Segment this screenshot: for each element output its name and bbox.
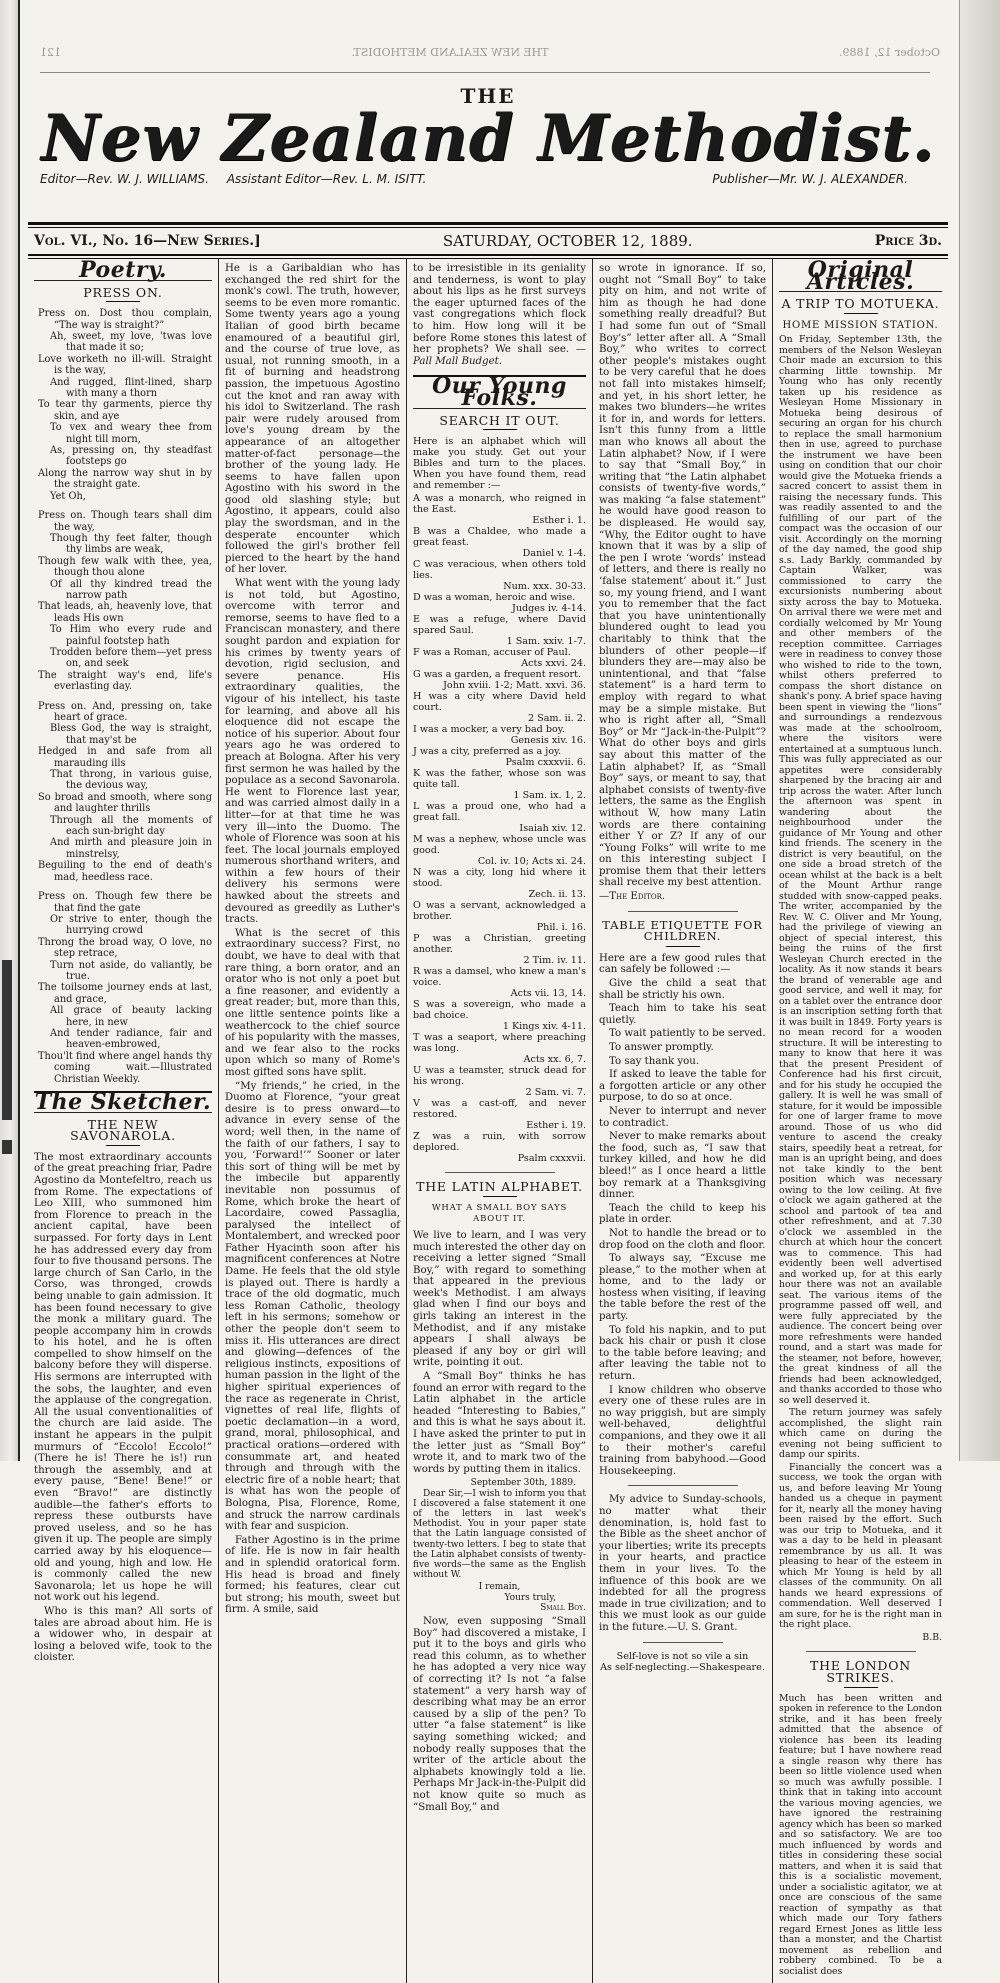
masthead bbox=[28, 84, 948, 216]
newspaper-title: New Zealand Methodist. bbox=[40, 101, 936, 176]
newspaper-page bbox=[28, 78, 948, 1983]
alphabet-clue: N was a city, long hid where it stood. bbox=[413, 867, 586, 890]
poem-line: And tender radiance, fair and heaven-embrowed, bbox=[50, 1027, 212, 1051]
stanza-gap bbox=[34, 883, 212, 891]
etiquette-rule: To always say, “Excuse me please,” to the mother when at home, and to the lady or hostess when visiting, if leaving the table before the rest of the party. bbox=[599, 1253, 766, 1323]
scripture-reference: Psalm cxxxvii. bbox=[517, 1153, 586, 1165]
article-paragraph: He is a Garibaldian who has exchanged the red shirt for the monk's cowl. The truth, however, seems to be even more romantic. Some twenty years ago a young Italian of good birth became enamoured of a beautiful girl, and the course of true love, as usual, not running smooth, in a fit of burning and headstrong passion, the impetuous Agostino cut the knot and ran away with his idol to Switzerland. The rash pair were rudely aroused from love's young dream by the appearance of an altogether matter-of-fact personage—the brother of the young lady. He seems to have fallen upon Agostino with his sword in the good old slashing style; but Agostino, it appears, could also play the swordsman, and in the desperate encounter which followed the girl's brother fell pierced to the heart by the hand of her lover. bbox=[225, 263, 400, 576]
alphabet-clue: E was a refuge, where David spared Saul. bbox=[413, 614, 586, 637]
reader-letter bbox=[413, 1478, 586, 1613]
divider bbox=[643, 1642, 723, 1643]
column-4 bbox=[592, 259, 772, 1983]
alphabet-clue: D was a woman, heroic and wise. bbox=[413, 592, 576, 604]
alphabet-entry bbox=[413, 867, 586, 900]
etiquette-rule: To wait patiently to be served. bbox=[609, 1028, 766, 1040]
scripture-reference: Col. iv. 10; Acts xi. 24. bbox=[477, 856, 586, 868]
page-binding-edge bbox=[959, 0, 1000, 1461]
stanza-gap bbox=[34, 693, 212, 701]
letter-date: September 30th, 1889. bbox=[470, 1478, 576, 1489]
issue-date: SATURDAY, OCTOBER 12, 1889. bbox=[442, 232, 693, 250]
alphabet-clue: U was a teamster, struck dead for his wrong. bbox=[413, 1065, 586, 1088]
alphabet-entry bbox=[413, 1065, 586, 1098]
poem-line: Throng the broad way, O love, no step retrace, bbox=[38, 936, 212, 960]
masthead-the: THE bbox=[460, 84, 516, 108]
poem-line: The straight way's end, life's everlasting day. bbox=[38, 669, 212, 693]
columns bbox=[28, 259, 948, 1983]
shakespeare-quote-line-2: As self-neglecting.—Shakespeare. bbox=[600, 1662, 765, 1674]
article-title-search: SEARCH IT OUT. bbox=[439, 412, 560, 428]
scripture-reference: 2 Tim. iv. 11. bbox=[523, 955, 586, 967]
poem-line: Ah, sweet, my love, 'twas love that made it so; bbox=[50, 331, 212, 354]
etiquette-rule: Never to make remarks about the food, such as, “I saw that turkey killed, and how he did bleed!” as I once heard a little boy remark at a Thanksgiving dinner. bbox=[599, 1131, 766, 1201]
section-head-sketcher: The Sketcher. bbox=[34, 1089, 212, 1115]
article-paragraph: “My friends,” he cried, in the Duomo at Florence, “your great desire is to press onward—to advance in every sense of the word; well then, in the name of the faith of our fathers, I say to you, ‘Forward!’” Sooner or later this sort of thing will be met by the imbecile but apparently inevitable non possumus of Rome, which broke the heart of Lacordaire, cowed Passaglia, paralysed the intellect of Montalembert, and wrecked poor Father Hyacinth soon after his magnificent conferences at Notre Dame. He feels that the old style is played out. There is hardly a trace of the old dogmatic, much less Roman Catholic, theology left in his sermons; somehow or other the people don't seem to miss it. His utterances are direct and glowing—defences of the religious instincts, expositions of human passion in the light of the higher spiritual experiences of the race as regenerate in Christ, vignettes of real life, flights of poetic declamation—in a word, grand, moral, philosophical, and practical orations—ordered with consummate art, and heated through and through with the electric fire of a noble heart; that is what has won the people of Bologna, Pisa, Florence, Rome, and struck the narrow cardinals with fear and suspicion. bbox=[225, 1080, 400, 1533]
alphabet-clue: L was a proud one, who had a great fall. bbox=[413, 801, 586, 824]
alphabet-entry bbox=[413, 966, 586, 999]
shakespeare-quote-line-1: Self-love is not so vile a sin bbox=[616, 1650, 749, 1662]
editor-credit: Editor—Rev. W. J. WILLIAMS. bbox=[40, 172, 209, 186]
scripture-reference: Acts vii. 13, 14. bbox=[510, 988, 586, 1000]
alphabet-entry bbox=[413, 592, 586, 614]
article-paragraph: On Friday, September 13th, the members of the Nelson Wesleyan Choir made an excursion to this charming little township. Mr Young who has only recently taken up his residence as Wesleyan Home Missionary in Motueka being desirous of securing an organ for his church to replace the small harmonium then in use, agreed to purchase the instrument we have been using on condition that our choir would give the Motueka friends a sacred concert to assist them in raising the necessary funds. This was readily assented to and the fulfilling of our part of the compact was the occasion of our visit. Accordingly on the morning of the day named, the good ship s.s. Lady Barkly, commanded by Captain Walker, was commissioned to carry the excursionists numbering about sixty across the bay to Motueka. On arrival there we were met and cordially welcomed by Mr Young and other members of the reception committee. Carriages were in readiness to convey those who wished to ride to the town, whilst others preferred to compass the short distance on shank's pony. A brief space having been spent in viewing the “lions” and surroundings a rendezvous was made at the schoolroom, where the visitors were entertained at a sumptuous lunch. This was fully appreciated as our appetites were considerably sharpened by the bracing air and trip across the water. After lunch the afternoon was spent in wandering about the neighbourhood under the guidance of Mr Young and other kind friends. The scenery in the district is very beautiful, on the one side a broad stretch of the ocean whilst at the back is a belt of the Mount Arthur range studded with snow-capped peaks. The writer, accompanied by the Rev. W. C. Oliver and Mr Young, had the privilege of viewing an object of special interest, this being the ruins of the first Wesleyan Church erected in the locality. As it now stands it bears the brand of venerable age and good service, and well it may, for on a tablet over the entrance door is an inscription setting forth that it was built in 1849. Forty years is no mean record for a wooden structure. It will be interesting to many to know that here it was that the present President of Conference had his first circuit, and for his study he occupied the gallery. It is well he was small of stature, for it would be impossible for one of larger frame to move around. Those of us who did venture to ascend the creaky stairs, speedily beat a retreat, for man is an upright being, and does not take kindly to the bent position which was necessary owing to the low ceiling. At five o'clock we again gathered at the school and partook of tea and other refreshment, and at 7.30 o'clock we assembled in the church at which hour the concert was to commence. This had evidently been well advertised and worked up, for at this early hour there was not an available seat. The various items of the programme passed off well, and were fully appreciated by the audience. The concert being over more refreshments were handed round, and a start was made for the steamer, not before, however, the great kindness of all the friends had been acknowledged, and thanks accorded to those who so well deserved it. bbox=[779, 334, 942, 1406]
alphabet-entry bbox=[413, 724, 586, 746]
poem-line: Bless God, the way is straight, that may'st be bbox=[50, 723, 212, 746]
letter-closing: I remain, bbox=[478, 1582, 521, 1593]
article-paragraph: What went with the young lady is not told, but Agostino, overcome with terror and remorse, seems to have fled to a Franciscan monastery, and there sought pardon and expiation for his crimes by twenty years of devotion, rigid seclusion, and severe penance. His extraordinary qualities, the vigour of his intellect, his taste for learning, and above all his eloquence did not escape the notice of his superior. About four years ago he was ordered to preach at Bologna. After his very first sermon he was hailed by the populace as a second Savonarola. He went to Florence last year, and was carried almost daily in a litter—for at that time he was very ill—into the Duomo. The whole of Florence was soon at his feet. The local journals employed numerous shorthand writers, and within a few hours of their delivery his sermons were hawked about the streets and devoured as greedily as Luther's tracts. bbox=[225, 578, 400, 926]
poem-line: Though thy feet falter, though thy limbs are weak, bbox=[50, 532, 212, 556]
alphabet-clue: Z was a ruin, with sorrow deplored. bbox=[413, 1131, 586, 1154]
alphabet-entry bbox=[413, 1032, 586, 1065]
column-1 bbox=[28, 259, 218, 1983]
article-paragraph: The most extraordinary accounts of the great preaching friar, Padre Agostino da Montefeltro, reach us from Rome. The expectations of Leo XIII, who summoned him from Florence to preach in the ancient capital, have been surpassed. For forty days in Lent he has addressed every day from four to five thousand persons. The large church of San Carlo, in the Corso, was thronged, crowds being unable to gain admission. It has been found necessary to give the monk a military guard. The people accompany him in crowds to his hotel, and he is often compelled to show himself on the balcony before they will disperse. His sermons are interrupted with the sobs, the laughter, and even the applause of the congregation. All the usual conventionalities of the church are laid aside. The instant he appears in the pulpit murmurs of “Eccolo! Eccolo!” (There he is! There he is!) run through the assembly, and at every pause, “Bene! Bene!” or even “Bravo!” are distinctly audible—the father's efforts to repress these outbursts have proved useless, and so he has given it up. The people are simply carried away by his eloquence—old and young, high and low. He is commonly called the new Savonarola; let us hope he will not work out his legend. bbox=[34, 1151, 212, 1604]
article-paragraph: so wrote in ignorance. If so, ought not “Small Boy” to take pity on him, and not write of him as though he had done something really dreadful? But I had some fun out of “Small Boy's” letter after all. A “Small Boy,” who writes to correct other people's mistakes ought to be very careful that he does not fall into mistakes himself; and yet, in his short letter, he makes two blunders—he writes it for in, and words for letters. Isn't this funny from a little man who knows all about the Latin alphabet? Now, if I were to say that “Small Boy,” in writing that “the Latin alphabet consists of twenty-five words,” was making “a false statement” he would have good reason to be displeased. He would say, “Why, the Editor ought to have known that it was by a slip of the pen I wrote ‘words’ instead of letters, and there is really no ‘false statement’ about it.” Just so, my young friend, and I want you to remember that the fact that you have unintentionally blundered ought to lead you charitably to think that the blunders of other people—if blunders they are—may also be unintentional, and that “false statement” is a hard term to employ with regard to what may be a simple mistake. But who is right after all, “Small Boy” or Mr “Jack-in-the-Pulpit”? What do other boys and girls say about this matter of the Latin alphabet? If, as “Small Boy” says, or meant to say, that alphabet consists of twenty-five letters, the same as the English without W, how many Latin words are there containing either Y or Z? If any of our “Young Folks” will write to me on this interesting subject I promise them that their letters shall receive my best attention. bbox=[599, 263, 766, 889]
poem-line: To vex and weary thee from night till morn, bbox=[50, 422, 212, 445]
column-5 bbox=[772, 259, 948, 1983]
poem-line: To tear thy garments, pierce thy skin, and aye bbox=[38, 399, 212, 422]
scripture-reference: Esther i. 1. bbox=[532, 515, 586, 527]
scripture-reference: Esther i. 19. bbox=[526, 1120, 586, 1132]
letter-closing: Yours truly, bbox=[504, 1592, 556, 1603]
divider bbox=[806, 1651, 916, 1652]
poem-line: Press on. Though tears shall dim the way, bbox=[38, 510, 212, 533]
scripture-reference: Zech. ii. 13. bbox=[528, 889, 586, 901]
etiquette-rule: Not to handle the bread or to drop food on the cloth and floor. bbox=[599, 1227, 766, 1251]
article-body bbox=[779, 335, 942, 1643]
section-head-original-articles: Original Articles. bbox=[779, 263, 942, 292]
article-title-london-strikes: THE LONDON STRIKES. bbox=[809, 1658, 912, 1685]
article-paragraph: We live to learn, and I was very much interested the other day on receiving a letter signed “Small Boy,” with regard to something that appeared in the previous week's Methodist. I am always glad when I find our boys and girls taking an interest in the Methodist, and if any mistake appears I shall always be pleased if any boy or girl will write, pointing it out. bbox=[413, 1229, 586, 1369]
alphabet-clue: F was a Roman, accuser of Paul. bbox=[413, 647, 571, 659]
etiquette-rule: Never to interrupt and never to contradict. bbox=[599, 1105, 766, 1129]
scripture-reference: Phil. i. 16. bbox=[536, 922, 586, 934]
etiquette-rule: To fold his napkin, and to put back his chair or push it close to the table before leaving; and after leaving the table not to return. bbox=[599, 1324, 766, 1383]
alphabet-clue: V was a cast-off, and never restored. bbox=[413, 1098, 586, 1121]
scripture-reference: 2 Sam. vi. 7. bbox=[525, 1087, 586, 1099]
alphabet-intro: Here is an alphabet which will make you study. Get out your Bibles and turn to the places. When you have found them, read and remember :— bbox=[413, 436, 586, 492]
poem-line: Hedged in and safe from all marauding ills bbox=[38, 746, 212, 769]
volume-number: Vol. VI., No. 16—New Series.] bbox=[34, 233, 261, 249]
article-paragraph bbox=[413, 263, 586, 367]
adjacent-page-edge bbox=[0, 0, 20, 1461]
scripture-reference: Genesis xiv. 16. bbox=[510, 735, 586, 747]
article-subtitle: HOME MISSION STATION. bbox=[782, 319, 939, 331]
bleed-date: October 12, 1889. bbox=[838, 46, 940, 59]
scripture-reference: 1 Sam. ix. 1, 2. bbox=[513, 790, 586, 802]
scripture-reference: Psalm cxxxvii. 6. bbox=[505, 757, 586, 769]
etiquette-rule: I know children who observe every one of these rules are in no way priggish, but are simply well-behaved, delightful companions, and they owe it all to their mother's careful training from babyhood.—Good Housekeeping. bbox=[599, 1384, 766, 1477]
article-paragraph: The return journey was safely accomplished, the slight rain which came on during the evening not being sufficient to damp our spirits. bbox=[779, 1407, 942, 1461]
column-2 bbox=[218, 259, 406, 1983]
article-title-savonarola: THE NEW SAVONAROLA. bbox=[70, 1116, 176, 1144]
editor-signature: —The Editor. bbox=[599, 891, 666, 903]
scripture-reference: 2 Sam. ii. 2. bbox=[527, 713, 586, 725]
column-3 bbox=[406, 259, 592, 1983]
poem-body bbox=[34, 308, 212, 1085]
adjacent-page-ink bbox=[2, 960, 12, 1120]
alphabet-entry bbox=[413, 900, 586, 933]
divider bbox=[628, 1485, 738, 1486]
etiquette-rule: Teach him to take his seat quietly. bbox=[599, 1003, 766, 1026]
poem-line: Press on. Dost thou complain, “The way is straight?” bbox=[38, 308, 212, 331]
poem-line: So broad and smooth, where song and laughter thrills bbox=[38, 791, 212, 815]
poem-line: Trodden before them—yet press on, and seek bbox=[50, 646, 212, 670]
poem-line: All grace of beauty lacking here, in new bbox=[50, 1005, 212, 1028]
poem-line: Press on. And, pressing on, take heart of grace. bbox=[38, 700, 212, 723]
divider bbox=[445, 1172, 555, 1173]
article-paragraph: A “Small Boy” thinks he has found an error with regard to the Latin alphabet in the article headed “Interesting to Babies,” and this is what he says about it. I have asked the printer to put in the letter just as “Small Boy” wrote it, and to mark two of the words by putting them in italics. bbox=[413, 1371, 586, 1475]
poem-line: Though few walk with thee, yea, though thou alone bbox=[38, 555, 212, 579]
article-paragraph: Financially the concert was a success, we took the organ with us, and before leaving Mr Young handed us a cheque in payment for it, nearly all the money having been raised by the effort. Such was our trip to Motueka, and it was a day to be held in pleasant remembrance by us all. It was pleasing to hear of the esteem in which Mr Young is held by all classes of the community. On all hands we heard expressions of commendation. Well deserved I am sure, for he is the right man in the right place. bbox=[779, 1461, 942, 1631]
scripture-reference: 1 Sam. xxiv. 1-7. bbox=[506, 636, 586, 648]
poem-line: Beguiling to the end of death's mad, heedless race. bbox=[38, 860, 212, 883]
bleed-through-header bbox=[20, 0, 960, 70]
article-title-etiquette: TABLE ETIQUETTE FOR CHILDREN. bbox=[602, 917, 763, 944]
poem-line: Turn not aside, do valiantly, be true. bbox=[50, 959, 212, 982]
alphabet-entry bbox=[413, 493, 586, 526]
alphabet-clue: O was a servant, acknowledged a brother. bbox=[413, 900, 586, 923]
alphabet-clue: C was veracious, when others told lies. bbox=[413, 559, 586, 582]
article-paragraph: Now, even supposing “Small Boy” had discovered a mistake, I put it to the boys and girls who read this column, as to whether he has adopted a very nice way of correcting it? Is not “a false statement” a very harsh way of describing what may be an error caused by a slip of the pen? To utter “a false statement” is like saying something wicked; and nobody really supposes that the writer of the article about the alphabets knowingly told a lie. Perhaps Mr Jack-in-the-Pulpit did not know quite so much as “Small Boy,” and bbox=[413, 1616, 586, 1813]
section-head-young-folks: Our Young Folks. bbox=[413, 375, 586, 408]
article-paragraph: Father Agostino is in the prime of life. He is now in fair health and in splendid oratorical form. His head is broad and finely formed; his features, clear cut but strong; his mouth, sweet but firm. A smile, said bbox=[225, 1534, 400, 1616]
stanza-gap bbox=[34, 502, 212, 510]
article-paragraph: Who is this man? All sorts of tales are abroad about him. He is a widower who, in despair at losing a beloved wife, took to the cloister. bbox=[34, 1605, 212, 1664]
alphabet-entry bbox=[413, 526, 586, 559]
title-dash bbox=[106, 301, 140, 302]
poem-line: As, pressing on, thy steadfast footsteps go bbox=[50, 445, 212, 468]
alphabet-entry bbox=[413, 1098, 586, 1131]
etiquette-intro: Here are a few good rules that can safely be followed :— bbox=[599, 952, 766, 976]
etiquette-rule: To answer promptly. bbox=[609, 1042, 714, 1053]
title-dash bbox=[483, 1196, 517, 1197]
publisher-credit: Publisher—Mr. W. J. ALEXANDER. bbox=[712, 172, 908, 186]
alphabet-clue: P was a Christian, greeting another. bbox=[413, 933, 586, 956]
alphabet-entry bbox=[413, 647, 586, 669]
alphabet-clue: R was a damsel, who knew a man's voice. bbox=[413, 966, 586, 989]
scripture-reference: John xviii. 1-2; Matt. xxvi. 36. bbox=[443, 680, 586, 692]
poem-line: Of all thy kindred tread the narrow path bbox=[50, 578, 212, 601]
dateline bbox=[28, 228, 948, 254]
poem-title: PRESS ON. bbox=[83, 284, 163, 300]
alphabet-clue: B was a Chaldee, who made a great feast. bbox=[413, 526, 586, 549]
etiquette-rule: Give the child a seat that shall be strictly his own. bbox=[599, 978, 766, 1001]
alphabet-entry bbox=[413, 834, 586, 867]
alphabet-entry bbox=[413, 999, 586, 1032]
article-paragraph: Much has been written and spoken in reference to the London strike, and it has been freely admitted that the absence of violence has been its leading feature; but I have nowhere read a single reason why there has been so little violence used when so much was awfully possible. I think that in taking into account the various moving agencies, we have ignored the restraining agency which has been so marked and so satisfactory. We are too much influenced by words and titles in considering these social matters, and when it is said that this is a socialistic movement, under a socialistic agitator, we at once are conscious of the same reaction of sympathy as that which made our Tory fathers regard Ernest Jones as little less than a monster, and the Chartist movement as rebellion and robbery combined. To be a socialist does bbox=[779, 1692, 942, 1977]
poem-line: To Him who every rude and painful footstep hath bbox=[50, 624, 212, 647]
title-dash bbox=[483, 429, 517, 430]
article-signature: B.B. bbox=[922, 1631, 942, 1643]
poem-line: The toilsome journey ends at last, and grace, bbox=[38, 982, 212, 1005]
poem-line: Yet Oh, bbox=[50, 490, 86, 502]
article-text: to be irresistible in its geniality and tenderness, is wont to play about his lips as he first surveys the eager upturned faces of the vast congregations which flock to him. How long will it be before Rome stones this latest of her prophets? We shall see. bbox=[413, 263, 586, 356]
scripture-reference: Acts xx. 6, 7. bbox=[523, 1054, 586, 1066]
poem-line: And rugged, flint-lined, sharp with many a thorn bbox=[50, 376, 212, 400]
bleed-rule bbox=[40, 72, 930, 73]
alphabet-clue: S was a sovereign, who made a bad choice. bbox=[413, 999, 586, 1022]
scripture-reference: Judges iv. 4-14. bbox=[511, 603, 586, 615]
poem-line: Thou'lt find where angel hands thy coming wait.—Illustrated Christian Weekly. bbox=[38, 1050, 212, 1085]
alphabet-entry bbox=[413, 691, 586, 724]
alphabet-clue: J was a city, preferred as a joy. bbox=[413, 746, 562, 758]
alphabet-entry bbox=[413, 768, 586, 801]
alphabet-entry bbox=[413, 614, 586, 647]
alphabet-entry bbox=[413, 669, 586, 691]
article-paragraph: What is the secret of this extraordinary success? First, no doubt, we have to deal with that rare thing, a born orator, and an orator who is not only a poet but a fine reasoner, and evidently a great reader; but, more than this, one little sentence points like a weathercock to the chief source of his popularity with the masses, and we fear also to the rocks upon which so many of Rome's most gifted sons have split. bbox=[225, 927, 400, 1078]
scripture-reference: Isaiah xiv. 12. bbox=[519, 823, 586, 835]
divider bbox=[628, 911, 738, 912]
etiquette-rule: Teach the child to keep his plate in order. bbox=[599, 1202, 766, 1226]
title-dash bbox=[844, 1687, 878, 1688]
article-title-motueka: A TRIP TO MOTUEKA. bbox=[781, 296, 940, 312]
poem-line: Along the narrow way shut in by the straight gate. bbox=[38, 467, 212, 491]
alphabet-clue: I was a mocker, a very bad boy. bbox=[413, 724, 565, 736]
letter-signature: Small Boy. bbox=[540, 1602, 586, 1613]
poem-line: Or strive to enter, though the hurrying crowd bbox=[50, 913, 212, 937]
alphabet-list bbox=[413, 493, 586, 1164]
alphabet-entry bbox=[413, 933, 586, 966]
article-title-latin: THE LATIN ALPHABET. bbox=[416, 1179, 583, 1195]
alphabet-clue: G was a garden, a frequent resort. bbox=[413, 669, 582, 681]
alphabet-clue: H was a city where David held court. bbox=[413, 691, 586, 714]
section-head-poetry: Poetry. bbox=[34, 263, 212, 281]
poem-line: Through all the moments of each sun-bright day bbox=[50, 814, 212, 838]
etiquette-rules bbox=[599, 978, 766, 1477]
issue-price: Price 3d. bbox=[874, 233, 942, 249]
alphabet-clue: K was the father, whose son was quite tall. bbox=[413, 768, 586, 791]
alphabet-clue: A was a monarch, who reigned in the East. bbox=[413, 493, 586, 516]
bleed-title: THE NEW ZEALAND METHODIST. bbox=[351, 46, 549, 59]
alphabet-entry bbox=[413, 559, 586, 592]
title-dash bbox=[666, 946, 700, 947]
adjacent-page-ink bbox=[2, 1140, 12, 1154]
etiquette-rule: To say thank you. bbox=[609, 1055, 700, 1067]
alphabet-clue: T was a seaport, where preaching was long. bbox=[413, 1032, 586, 1055]
scripture-reference: Acts xxvi. 24. bbox=[521, 658, 586, 670]
alphabet-entry bbox=[413, 801, 586, 834]
article-subtitle: WHAT A SMALL BOY SAYS ABOUT IT. bbox=[431, 1202, 568, 1225]
alphabet-entry bbox=[413, 1131, 586, 1164]
alphabet-clue: M was a nephew, whose uncle was good. bbox=[413, 834, 586, 857]
article-body bbox=[779, 1694, 942, 1978]
poem-line: Press on. Though few there be that find the gate bbox=[38, 891, 212, 914]
poem-line: And mirth and pleasure join in minstrelsy, bbox=[50, 837, 212, 860]
alphabet-entry bbox=[413, 746, 586, 768]
title-dash bbox=[844, 313, 878, 314]
poem-line: That throng, in various guise, the devious way, bbox=[50, 769, 212, 792]
assistant-editor-credit: Assistant Editor—Rev. L. M. ISITT. bbox=[226, 172, 427, 186]
grant-quote: My advice to Sunday-schools, no matter what their denomination, is, hold fast to the Bible as the sheet anchor of your liberties; write its precepts in your hearts, and practice them in your lives. To the influence of this book are we indebted for all the progress made in true civilization; and to this we must look as our guide in the future.—U. S. Grant. bbox=[599, 1494, 766, 1633]
poem-line: That leads, ah, heavenly love, that leads His own bbox=[38, 601, 212, 624]
etiquette-rule: If asked to leave the table for a forgotten article or any other purpose, to do so at once. bbox=[599, 1069, 766, 1104]
title-dash bbox=[106, 1145, 140, 1146]
scripture-reference: Num. xxx. 30-33. bbox=[503, 581, 586, 593]
source-credit: —Pall Mall Budget. bbox=[413, 344, 586, 367]
poem-line: Love worketh no ill-will. Straight is the way, bbox=[38, 353, 212, 377]
scripture-reference: 1 Kings xiv. 4-11. bbox=[502, 1021, 586, 1033]
bleed-page-number: 121 bbox=[40, 46, 61, 59]
letter-body: Dear Sir,—I wish to inform you that I discovered a false statement it one of the letters in last week's Methodist. You in your paper state that the Latin language consisted of twenty-two letters. I beg to state that the Latin alphabet consists of twenty-five words—the same as the English without W. bbox=[413, 1488, 586, 1581]
scripture-reference: Daniel v. 1-4. bbox=[522, 548, 586, 560]
